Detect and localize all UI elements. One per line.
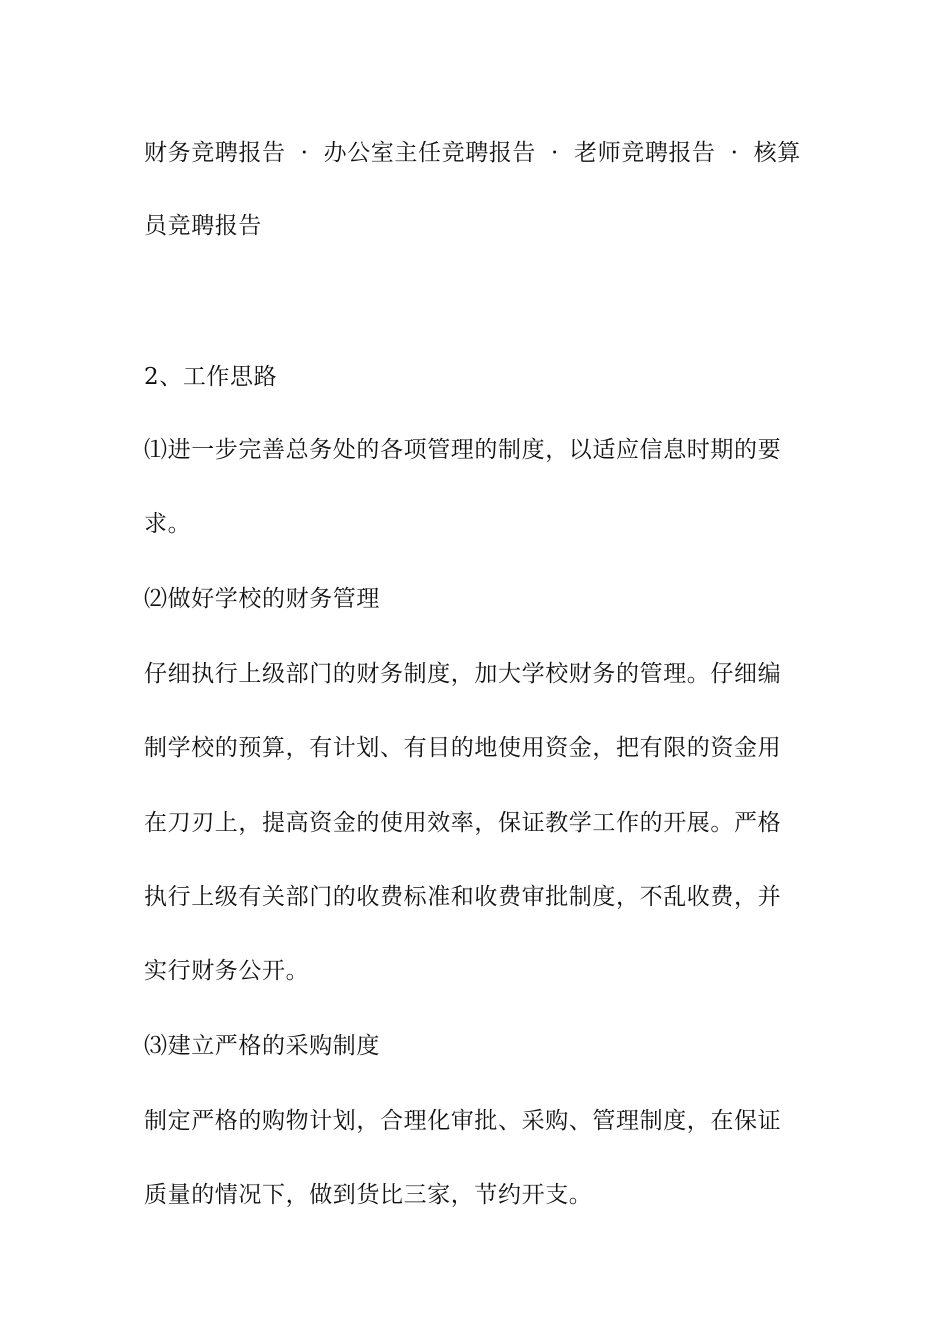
- related-links-line-2: [144, 211, 824, 241]
- paragraph-2-line-1: 仔细执行上级部门的财务制度，加大学校财务的管理。仔细编: [144, 661, 782, 687]
- paragraph-2-line-4: 执行上级有关部门的收费标准和收费审批制度，不乱收费，并: [144, 884, 782, 910]
- paragraph-3-line-2: 质量的情况下，做到货比三家，节约开支。: [144, 1182, 593, 1208]
- section-heading: 2、工作思路: [144, 364, 278, 390]
- bullet-separator: ·: [300, 140, 309, 166]
- paragraph-1-line-1: ⑴进一步完善总务处的各项管理的制度，以适应信息时期的要: [144, 437, 782, 463]
- bullet-separator: ·: [551, 140, 559, 166]
- paragraph-1-line-2: 求。: [144, 511, 192, 537]
- related-link-teacher[interactable]: 老师竞聘报告: [574, 140, 716, 166]
- paragraph-3-line-1: 制定严格的购物计划，合理化审批、采购、管理制度，在保证: [144, 1108, 782, 1134]
- related-link-office-director[interactable]: 办公室主任竞聘报告: [323, 140, 537, 166]
- paragraph-2-line-2: 制学校的预算，有计划、有目的地使用资金，把有限的资金用: [144, 735, 782, 761]
- related-link-accountant-part2[interactable]: 员竞聘报告: [144, 213, 262, 239]
- subsection-3-title: ⑶建立严格的采购制度: [144, 1033, 380, 1059]
- related-links-line-1: [144, 138, 824, 168]
- related-link-finance[interactable]: 财务竞聘报告: [144, 140, 286, 166]
- bullet-separator: ·: [730, 140, 739, 166]
- subsection-2-title: ⑵做好学校的财务管理: [144, 586, 380, 612]
- related-link-accountant-part1[interactable]: 核算: [753, 140, 801, 166]
- paragraph-2-line-3: 在刀刃上，提高资金的使用效率，保证教学工作的开展。严格: [144, 810, 782, 836]
- paragraph-2-line-5: 实行财务公开。: [144, 958, 310, 984]
